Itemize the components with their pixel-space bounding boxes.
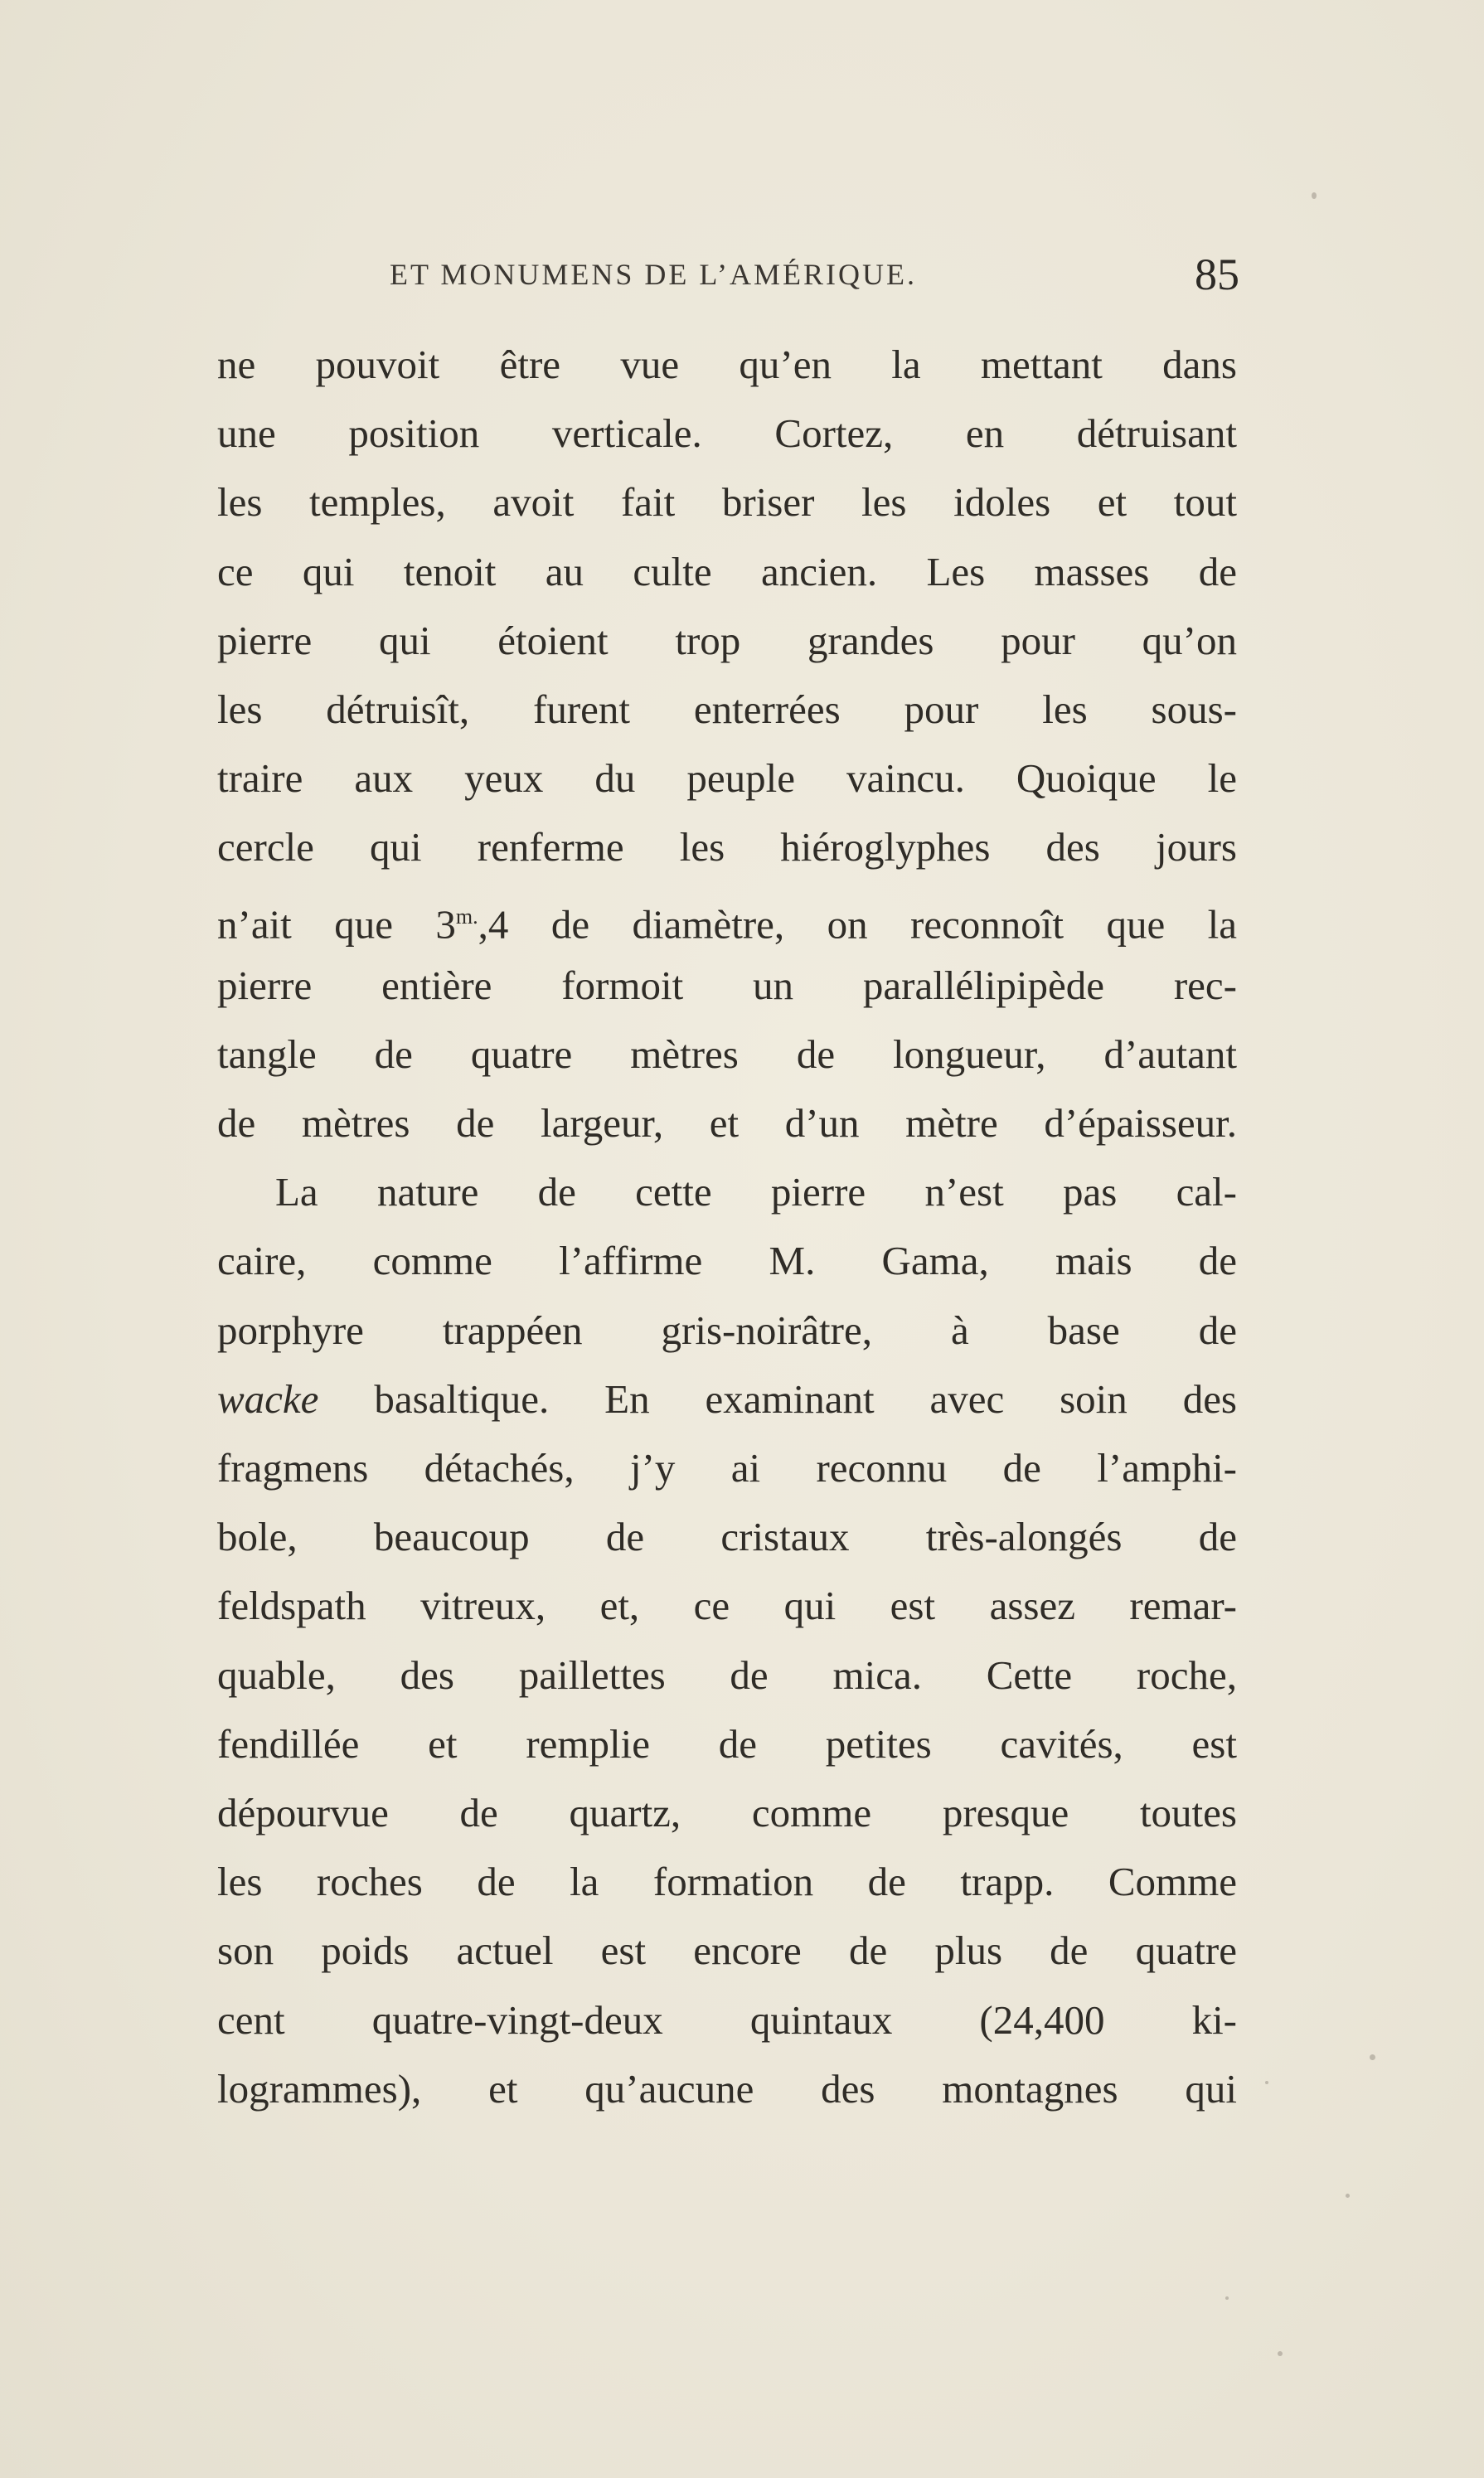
running-head <box>211 249 1239 307</box>
text-line: quable, des paillettes de mica. Cette roche, <box>217 1651 1237 1698</box>
text-line: les temples, avoit fait briser les idoles et tout <box>217 479 1237 526</box>
paper-speck <box>1225 2296 1229 2300</box>
running-title: ET MONUMENS DE L’AMÉRIQUE. <box>390 258 917 291</box>
text-line: traire aux yeux du peuple vaincu. Quoique le <box>217 755 1237 802</box>
text-line: cercle qui renferme les hiéroglyphes des jours <box>217 824 1237 870</box>
text-line-with-italic <box>217 1365 1237 1433</box>
text-line: La nature de cette pierre n’est pas cal- <box>275 1169 1237 1215</box>
italic-term: wacke <box>217 1375 319 1422</box>
body-text <box>217 330 1237 2123</box>
text-line: une position verticale. Cortez, en détruisant <box>217 410 1237 457</box>
paper-speck <box>1370 2054 1375 2060</box>
paper-speck <box>1265 2081 1268 2084</box>
text-line: fragmens détachés, j’y ai reconnu de l’amphi- <box>217 1445 1237 1491</box>
paper-speck <box>1312 192 1317 199</box>
text-line: cent quatre-vingt-deux quintaux (24,400 ki- <box>217 1996 1237 2043</box>
text-line: tangle de quatre mètres de longueur, d’autant <box>217 1030 1237 1077</box>
text-line: logrammes), et qu’aucune des montagnes qui <box>217 2065 1237 2112</box>
text-line: feldspath vitreux, et, ce qui est assez remar- <box>217 1583 1237 1629</box>
unit-superscript: m. <box>455 904 478 929</box>
text-line: les roches de la formation de trapp. Comme <box>217 1859 1237 1905</box>
paper-speck <box>1278 2351 1283 2356</box>
text-line: ne pouvoit être vue qu’en la mettant dans <box>217 342 1237 387</box>
text-line: bole, beaucoup de cristaux très-alongés de <box>217 1514 1237 1560</box>
text-line-rest: basaltique. En examinant avec soin des <box>374 1375 1238 1422</box>
text-line: son poids actuel est encore de plus de quatre <box>217 1928 1237 1974</box>
text-line: n’ait que $3^{m.},4$ de diamètre, on reconnoît que la <box>217 900 1238 947</box>
text-line: pierre entière formoit un parallélipipède rec- <box>217 962 1237 1008</box>
text-line: fendillée et remplie de petites cavités, est <box>217 1720 1237 1767</box>
text-line: de mètres de largeur, et d’un mètre d’épaisseur. <box>217 1100 1237 1147</box>
text-line: dépourvue de quartz, comme presque toutes <box>217 1789 1237 1835</box>
page-number: 85 <box>1195 250 1239 299</box>
text-line: porphyre trappéen gris-noirâtre, à base de <box>217 1307 1237 1353</box>
text-line: pierre qui étoient trop grandes pour qu’on <box>217 617 1237 663</box>
paper-speck <box>1346 2194 1350 2198</box>
text-line: ce qui tenoit au culte ancien. Les masses de <box>217 548 1237 594</box>
text-line: caire, comme l’affirme M. Gama, mais de <box>217 1238 1237 1284</box>
text-line: les détruisît, furent enterrées pour les sous- <box>217 686 1237 732</box>
